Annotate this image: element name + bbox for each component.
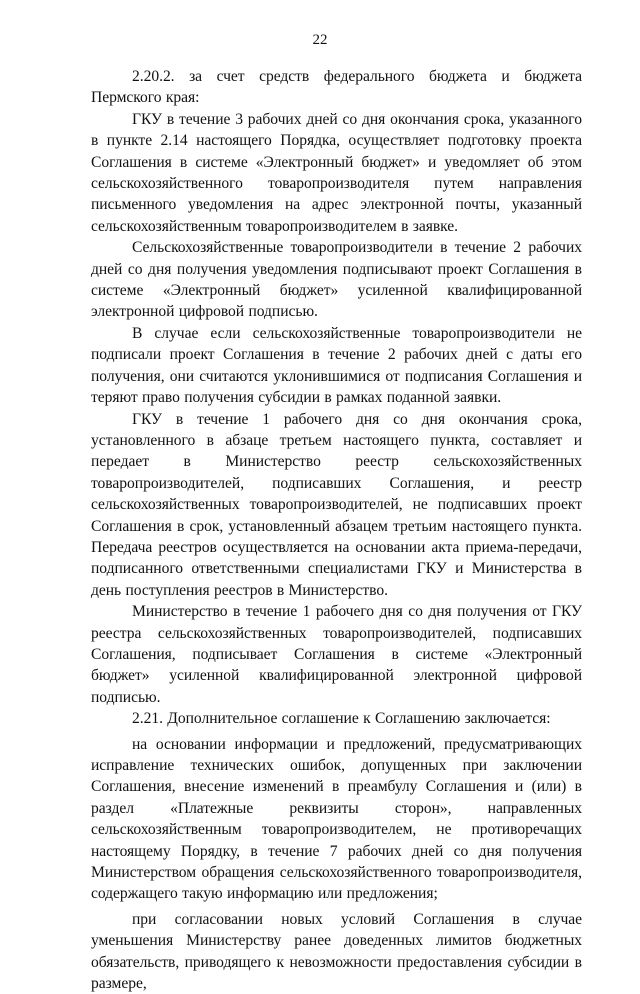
paragraph-2-21-heading: 2.21. Дополнительное соглашение к Соглашению заключается: — [132, 710, 551, 728]
page-number: 22 — [312, 32, 328, 48]
paragraph-producers-signing: Сельскохозяйственные товаропроизводители в течение 2 рабочих дней со дня получения уведомления подписывают проект Соглашения в системе «Электронный бюджет» усиленной квалифицированной электронной цифровой подписью. — [91, 239, 582, 321]
paragraph-gku-preparation: ГКУ в течение 3 рабочих дней со дня окончания срока, указанного в пункте 2.14 настоящего Порядка, осуществляет подготовку проекта Соглашения в системе «Электронный бюджет» и уведомляет об этом сельскохозяйственного товаропроизводителя путем направления письменного уведомления на адрес электронной почты, указанный сельскохозяйственным товаропроизводителем в заявке. — [91, 110, 582, 235]
paragraph-evasion: В случае если сельскохозяйственные товаропроизводители не подписали проект Соглашения в течение 2 рабочих дней с даты его получения, они считаются уклонившимися от подписания Соглашения и теряют право получения субсидии в рамках поданной заявки. — [91, 324, 582, 407]
document-body — [91, 66, 582, 994]
paragraph-new-conditions: при согласовании новых условий Соглашения в случае уменьшения Министерству ранее доведенных лимитов бюджетных обязательств, приводящего к невозможности предоставления субсидии в размере, — [91, 910, 582, 993]
paragraph-corrections: на основании информации и предложений, предусматривающих исправление технических ошибок, допущенных при заключении Соглашения, внесение изменений в преамбулу Соглашения и (или) в раздел «Платежные реквизиты сторон», направленных сельскохозяйственным товаропроизводителем, не противоречащих настоящему Порядку, в течение 7 рабочих дней со дня получения Министерством обращения сельскохозяйственного товаропроизводителя, содержащего такую информацию или предложения; — [91, 735, 582, 903]
paragraph-2-20-2-heading: 2.20.2. за счет средств федерального бюджета и бюджета Пермского края: — [91, 68, 582, 107]
paragraph-registry-transfer: ГКУ в течение 1 рабочего дня со дня окончания срока, установленного в абзаце третьем настоящего пункта, составляет и передает в Министерство реестр сельскохозяйственных товаропроизводителей, подписавших Соглашения, и реестр сельскохозяйственных товаропроизводителей, не подписавших проект Соглашения в срок, установленный абзацем третьим настоящего пункта. Передача реестров осуществляется на основании акта приема-передачи, подписанного ответственными специалистами ГКУ и Министерства в день поступления реестров в Министерство. — [91, 410, 582, 599]
paragraph-ministry-signing: Министерство в течение 1 рабочего дня со дня получения от ГКУ реестра сельскохозяйственных товаропроизводителей, подписавших Соглашения, подписывает Соглашения в системе «Электронный бюджет» усиленной квалифицированной электронной цифровой подписью. — [91, 603, 582, 706]
